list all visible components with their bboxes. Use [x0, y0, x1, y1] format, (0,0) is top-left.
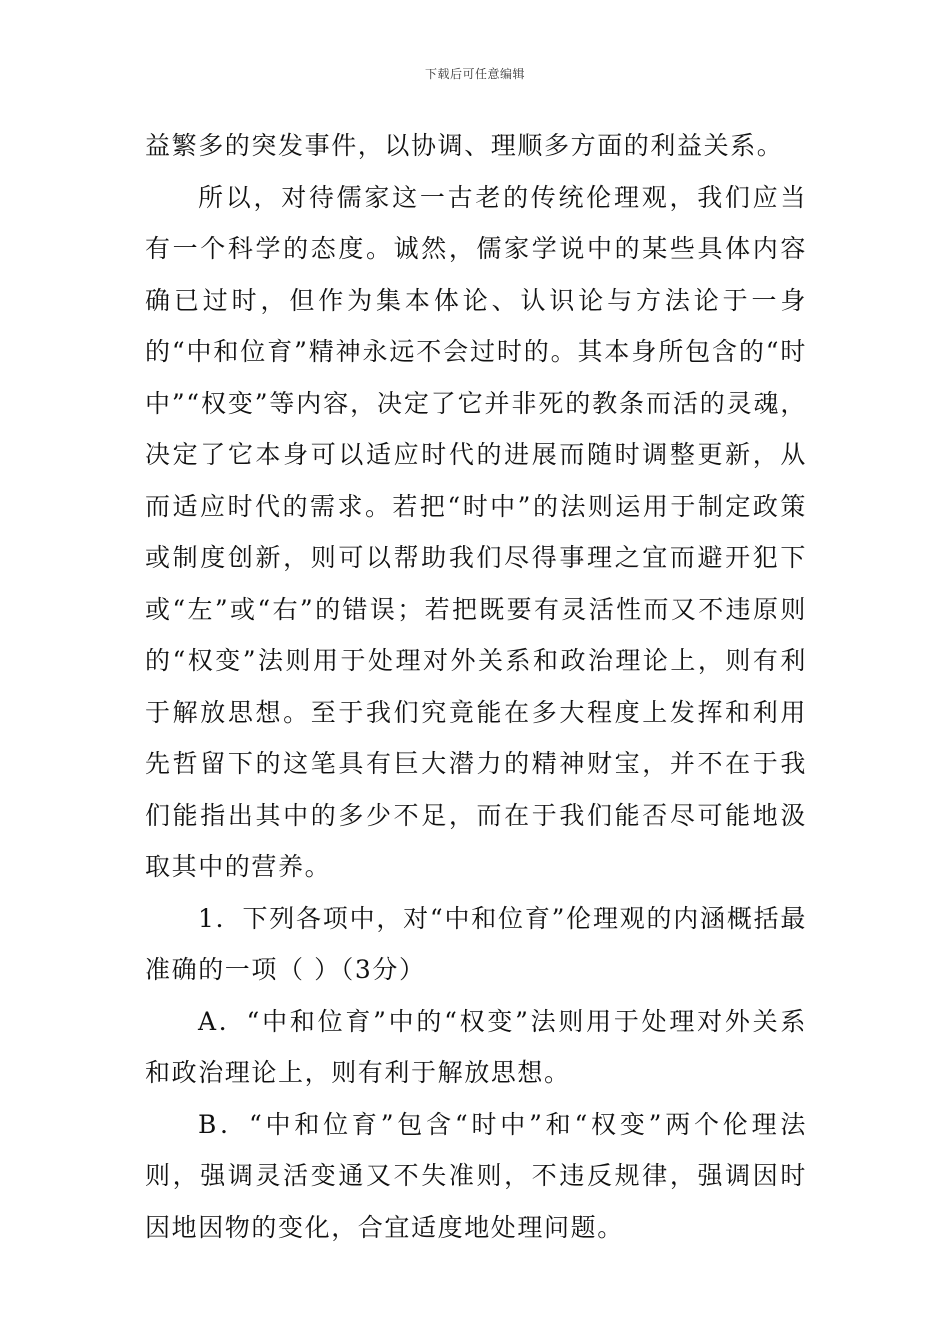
page-header: 下载后可任意编辑	[424, 67, 525, 81]
paragraph-main: 所以，对待儒家这一古老的传统伦理观，我们应当有一个科学的态度。诚然，儒家学说中的某些具体内容确已过时，但作为集本体论、认识论与方法论于一身的“中和位育”精神永远不会过时的。其本身所包含的“时中”“权变”等内容，决定了它并非死的教条而活的灵魂，决定了它本身可以适应时代的进展而随时调整更新，从而适应时代的需求。若把“时中”的法则运用于制定政策或制度创新，则可以帮助我们尽得事理之宜而避开犯下或“左”或“右”的错误；若把既要有灵活性而又不违原则的“权变”法则用于处理对外关系和政治理论上，则有利于解放思想。至于我们究竟能在多大程度上发挥和利用先哲留下的这笔具有巨大潜力的精神财宝，并不在于我们能指出其中的多少不足，而在于我们能否尽可能地汲取其中的营养。	[145, 182, 807, 881]
document-body	[145, 120, 807, 1253]
paragraph-continuation: 益繁多的突发事件，以协调、理顺多方面的利益关系。	[145, 131, 784, 160]
option-a: A．“中和位育”中的“权变”法则用于处理对外关系和政治理论上，则有利于解放思想。	[145, 1006, 807, 1087]
question-1: 1．下列各项中，对“中和位育”伦理观的内涵概括最准确的一项（ ）（3分）	[145, 903, 807, 984]
option-b: B．“中和位育”包含“时中”和“权变”两个伦理法则，强调灵活变通又不失准则，不违反规律，强调因时因地因物的变化，合宜适度地处理问题。	[145, 1109, 807, 1242]
